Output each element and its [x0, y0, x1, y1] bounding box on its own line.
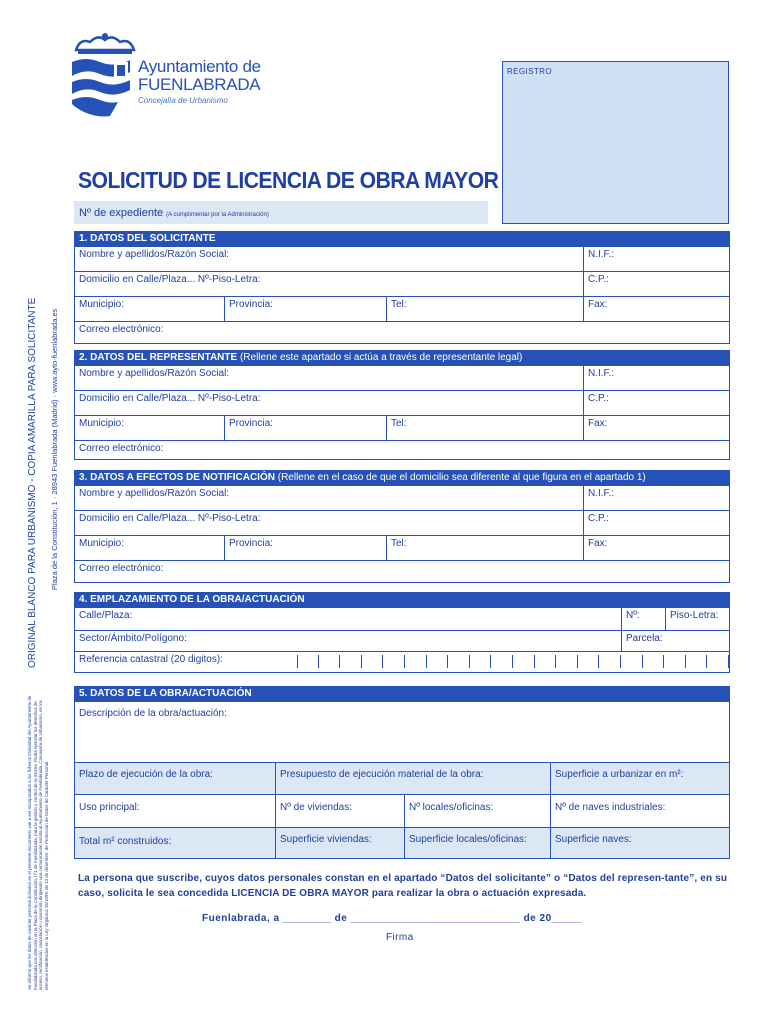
form-row — [75, 296, 729, 321]
uso-field[interactable] — [75, 795, 275, 827]
viviendas-field[interactable] — [275, 795, 404, 827]
digit-box[interactable] — [362, 655, 384, 668]
form-row — [75, 390, 729, 415]
form-row — [75, 440, 729, 459]
field-label: Superficie locales/oficinas: — [409, 834, 527, 845]
section-emplazamiento — [74, 592, 730, 673]
email-field[interactable] — [75, 561, 729, 582]
expediente-note: (A cumplimentar por la Administración) — [166, 212, 269, 218]
descripcion-field[interactable] — [75, 702, 729, 762]
form-row — [75, 560, 729, 582]
form-row — [75, 794, 729, 827]
field-label: C.P.: — [588, 393, 609, 404]
cp-field[interactable] — [583, 511, 729, 535]
form-row — [75, 651, 729, 672]
section-title: 5. DATOS DE LA OBRA/ACTUACIÓN — [79, 688, 252, 699]
form-row — [75, 762, 729, 794]
field-label: Superficie viviendas: — [280, 834, 372, 845]
copy-instructions: ORIGINAL BLANCO PARA URBANISMO - COPIA AMARILLA PARA SOLICITANTE — [27, 297, 38, 668]
piso-letra-field[interactable] — [665, 608, 729, 630]
provincia-field[interactable] — [224, 297, 386, 321]
field-label: Municipio: — [79, 299, 125, 310]
nif-field[interactable] — [583, 366, 729, 390]
declaration-text: La persona que suscribe, cuyos datos personales constan en el apartado “Datos del solicitante” o “Datos del represen-tante”, en su caso, solicita le sea concedida LICENCIA DE OBRA MAYOR para realizar la obra o actuación expresada. — [78, 873, 728, 899]
digit-box[interactable] — [319, 655, 341, 668]
digit-box[interactable] — [578, 655, 600, 668]
provincia-field[interactable] — [224, 416, 386, 440]
digit-box[interactable] — [621, 655, 643, 668]
domicilio-field[interactable] — [75, 391, 583, 415]
presupuesto-field[interactable] — [275, 763, 550, 794]
cp-field[interactable] — [583, 391, 729, 415]
municipio-field[interactable] — [75, 536, 224, 560]
field-label: Descripción de la obra/actuación: — [79, 708, 227, 719]
field-label: Tel: — [391, 299, 407, 310]
digit-box[interactable] — [707, 655, 729, 668]
catastral-boxes[interactable] — [297, 655, 729, 668]
section-title: 3. DATOS A EFECTOS DE NOTIFICACIÓN — [79, 472, 275, 483]
field-label: Provincia: — [229, 538, 273, 549]
cp-field[interactable] — [583, 272, 729, 296]
locales-field[interactable] — [404, 795, 550, 827]
page-title: SOLICITUD DE LICENCIA DE OBRA MAYOR — [78, 167, 499, 193]
field-label: Nº de viviendas: — [280, 802, 353, 813]
form-row — [75, 630, 729, 651]
field-label: Calle/Plaza: — [79, 610, 133, 621]
sector-field[interactable] — [75, 631, 621, 651]
org-line-3: Concejalía de Urbanismo — [138, 96, 228, 105]
field-label: Total m² construidos: — [79, 836, 172, 847]
section-title: 4. EMPLAZAMIENTO DE LA OBRA/ACTUACIÓN — [79, 594, 305, 605]
form-row — [75, 827, 729, 858]
tel-field[interactable] — [386, 416, 583, 440]
nif-field[interactable] — [583, 486, 729, 510]
field-label: Provincia: — [229, 299, 273, 310]
section-title: 1. DATOS DEL SOLICITANTE — [79, 233, 216, 244]
form-row — [75, 607, 729, 630]
date-line[interactable]: Fuenlabrada, a ________ de ____________________________ de 20_____ — [202, 913, 582, 924]
digit-box[interactable] — [599, 655, 621, 668]
domicilio-field[interactable] — [75, 272, 583, 296]
form-row — [75, 271, 729, 296]
crown-shield-icon — [70, 32, 140, 122]
naves-field[interactable] — [550, 795, 729, 827]
field-label: Nº de naves industriales: — [555, 802, 666, 813]
digit-box[interactable] — [470, 655, 492, 668]
field-label: Plazo de ejecución de la obra: — [79, 769, 213, 780]
numero-field[interactable] — [621, 608, 665, 630]
field-label: Tel: — [391, 418, 407, 429]
field-label: Sector/Ámbito/Polígono: — [79, 633, 187, 644]
form-row — [75, 510, 729, 535]
fax-field[interactable] — [583, 536, 729, 560]
section-header — [75, 471, 729, 485]
field-label: N.I.F.: — [588, 368, 615, 379]
section-header — [75, 232, 729, 246]
field-label: Tel: — [391, 538, 407, 549]
email-field[interactable] — [75, 441, 729, 459]
email-field[interactable] — [75, 322, 729, 343]
org-line-1: Ayuntamiento de — [138, 57, 261, 76]
section-note: (Rellene este apartado si actúa a través de representante legal) — [239, 352, 523, 363]
section-header — [75, 593, 729, 607]
field-label: N.I.F.: — [588, 249, 615, 260]
expediente-field[interactable] — [74, 201, 488, 224]
field-label: Presupuesto de ejecución material de la obra: — [280, 769, 484, 780]
provincia-field[interactable] — [224, 536, 386, 560]
digit-box[interactable] — [491, 655, 513, 668]
catastral-label-cell — [75, 652, 295, 672]
digit-box[interactable] — [513, 655, 535, 668]
digit-box[interactable] — [383, 655, 405, 668]
field-label: Nombre y apellidos/Razón Social: — [79, 368, 230, 379]
section-header — [75, 687, 729, 701]
field-label: Uso principal: — [79, 802, 140, 813]
field-label: Parcela: — [626, 633, 663, 644]
signature-label: Firma — [386, 932, 414, 943]
field-label: Superficie naves: — [555, 834, 632, 845]
field-label: Domicilio en Calle/Plaza... Nº-Piso-Letra: — [79, 513, 261, 524]
digit-box[interactable] — [556, 655, 578, 668]
parcela-field[interactable] — [621, 631, 729, 651]
address-text: Plaza de la Constitución, 1 · 28943 Fuenlabrada (Madrid) · www.ayto-fuenlabrada.es — [50, 308, 59, 590]
org-line-2: FUENLABRADA — [138, 75, 261, 94]
digit-box[interactable] — [643, 655, 665, 668]
superficie-viviendas-field[interactable] — [275, 828, 404, 858]
digit-box[interactable] — [686, 655, 708, 668]
nombre-field[interactable] — [75, 247, 583, 271]
field-label: Provincia: — [229, 418, 273, 429]
field-label: Domicilio en Calle/Plaza... Nº-Piso-Letra: — [79, 274, 261, 285]
field-label: Domicilio en Calle/Plaza... Nº-Piso-Letra: — [79, 393, 261, 404]
form-row — [75, 321, 729, 343]
section-header — [75, 351, 729, 365]
field-label: Superficie a urbanizar en m²: — [555, 769, 684, 780]
tel-field[interactable] — [386, 536, 583, 560]
section-obra — [74, 686, 730, 859]
digit-box[interactable] — [664, 655, 686, 668]
digit-box[interactable] — [427, 655, 449, 668]
registro-label: REGISTRO — [507, 67, 552, 76]
field-label: Nº locales/oficinas: — [409, 802, 494, 813]
field-label: Piso-Letra: — [670, 610, 719, 621]
field-label: Correo electrónico: — [79, 324, 164, 335]
field-label: C.P.: — [588, 274, 609, 285]
digit-box[interactable] — [297, 655, 319, 668]
form-row — [75, 246, 729, 271]
section-note: (Rellene en el caso de que el domicilio sea diferente al que figura en el apartado 1) — [277, 472, 646, 483]
field-label: Municipio: — [79, 418, 125, 429]
municipio-field[interactable] — [75, 297, 224, 321]
nif-field[interactable] — [583, 247, 729, 271]
plazo-field[interactable] — [75, 763, 275, 794]
field-label: Nombre y apellidos/Razón Social: — [79, 249, 230, 260]
form-row — [75, 415, 729, 440]
digit-box[interactable] — [535, 655, 557, 668]
section-solicitante — [74, 231, 730, 344]
section-title: 2. DATOS DEL REPRESENTANTE — [79, 352, 238, 363]
form-row — [75, 365, 729, 390]
digit-box[interactable] — [405, 655, 427, 668]
form-row — [75, 701, 729, 762]
tel-field[interactable] — [386, 297, 583, 321]
fax-field[interactable] — [583, 297, 729, 321]
section-representante — [74, 350, 730, 460]
field-label: Correo electrónico: — [79, 563, 164, 574]
expediente-label: Nº de expediente — [79, 207, 164, 219]
municipio-field[interactable] — [75, 416, 224, 440]
calle-field[interactable] — [75, 608, 621, 630]
field-label: Referencia catastral (20 digitos): — [79, 654, 223, 665]
field-label: C.P.: — [588, 513, 609, 524]
form-row — [75, 535, 729, 560]
section-notificacion — [74, 470, 730, 583]
field-label: Fax: — [588, 299, 608, 310]
field-label: Nº: — [626, 610, 640, 621]
legal-notice: Se informa que los datos de carácter personal incluidos en el presente documento van a ser incorporados a los ficheros titularidad del Ayuntamiento de Fuenlabrada con dirección en la Plaza de la Constitución, nº1 de Fuenlabrada, para la gestión y control de la misma. Podrá ejercitar los derechos de acceso, rectificación, cancelación u oposición dirigiendo una comunicación escrita al Ayuntamiento de Fuenlabrada, Concejalía de Urbanismo, en los términos establecidos en la Ley Orgánica 15/1999, de 13 de diciembre, de Protección de Datos de Carácter Personal. — [27, 695, 50, 990]
form-row — [75, 485, 729, 510]
superficie-urbanizar-field[interactable] — [550, 763, 729, 794]
total-construidos-field[interactable] — [75, 828, 275, 858]
digit-box[interactable] — [340, 655, 362, 668]
nombre-field[interactable] — [75, 486, 583, 510]
field-label: Nombre y apellidos/Razón Social: — [79, 488, 230, 499]
field-label: N.I.F.: — [588, 488, 615, 499]
field-label: Correo electrónico: — [79, 443, 164, 454]
field-label: Municipio: — [79, 538, 125, 549]
organization-name — [138, 58, 261, 105]
superficie-locales-field[interactable] — [404, 828, 550, 858]
nombre-field[interactable] — [75, 366, 583, 390]
field-label: Fax: — [588, 538, 608, 549]
field-label: Fax: — [588, 418, 608, 429]
registro-box — [502, 61, 729, 224]
domicilio-field[interactable] — [75, 511, 583, 535]
fax-field[interactable] — [583, 416, 729, 440]
superficie-naves-field[interactable] — [550, 828, 729, 858]
digit-box[interactable] — [448, 655, 470, 668]
